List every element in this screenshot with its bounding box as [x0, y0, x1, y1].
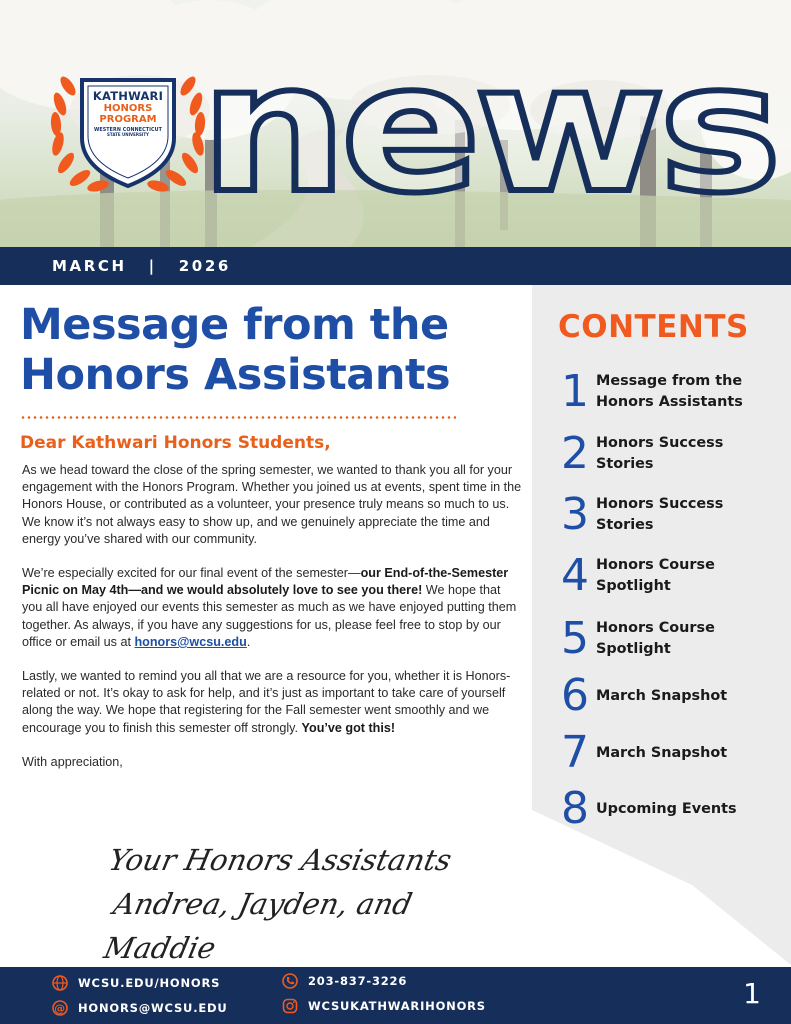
svg-text:news: news	[200, 40, 775, 230]
footer-email[interactable]: @ HONORS@WCSU.EDU	[52, 1000, 228, 1016]
date-separator: |	[148, 257, 157, 275]
honors-program-crest	[38, 68, 218, 198]
svg-text:@: @	[54, 1002, 66, 1015]
closing: With appreciation,	[22, 754, 123, 769]
footer	[0, 967, 791, 1024]
issue-year: 2026	[178, 257, 231, 275]
toc-number: 3	[561, 489, 589, 540]
footer-website[interactable]: WCSU.EDU/HONORS	[52, 975, 220, 991]
toc-number: 7	[561, 727, 589, 778]
paragraph-1: As we head toward the close of the spring semester, we wanted to thank you all for your engagement with the Honors Program. Whether you joined us at events, spent time in the Honors House, or contributed as a volunteer, your presence truly means so much to us. We know it’s not always easy to show up, and we genuinely appreciate the time and energy you’ve shared with our community.	[22, 463, 522, 546]
toc-item[interactable]	[554, 366, 784, 417]
footer-phone[interactable]: 203-837-3226	[282, 973, 407, 989]
dotted-divider	[20, 416, 456, 419]
signature: Your Honors Assistants Andrea, Jayden, and Maddie	[101, 843, 455, 965]
toc-item[interactable]	[554, 428, 784, 479]
crest-text: KATHWARI HONORS PROGRAM WESTERN CONNECTICUT STATE UNIVERSITY	[92, 89, 164, 137]
toc-label: Honors Success Stories	[596, 496, 724, 533]
contents-sidebar	[532, 285, 791, 970]
toc-item[interactable]	[554, 489, 784, 540]
article-body	[22, 462, 522, 788]
toc-label: Honors Course Spotlight	[596, 557, 715, 594]
greeting: Dear Kathwari Honors Students,	[20, 433, 331, 453]
toc-number: 4	[561, 550, 589, 601]
phone-icon	[282, 973, 298, 989]
header-photo	[0, 0, 791, 247]
page-number: 1	[743, 977, 761, 1010]
toc-label: March Snapshot	[596, 687, 728, 704]
email-link[interactable]: honors@wcsu.edu	[134, 634, 247, 649]
toc-label: Upcoming Events	[596, 800, 737, 817]
toc-number: 6	[561, 670, 589, 721]
toc-item[interactable]	[554, 670, 784, 721]
toc-item[interactable]	[554, 783, 784, 834]
contents-title: CONTENTS	[558, 309, 749, 345]
toc-label: March Snapshot	[596, 744, 728, 761]
toc-item[interactable]	[554, 613, 784, 664]
issue-month: MARCH	[52, 257, 127, 275]
issue-date-band	[0, 247, 791, 285]
paragraph-2: We’re especially excited for our final event of the semester—our End-of-the-Semester Picnic on May 4th—and we would absolutely love to see you there! We hope that you all have enjoyed our events this semester as much as we have enjoyed putting them together. As always, if you have any suggestions for us, please feel free to stop by our office or email us at honors@wcsu.edu.	[22, 566, 517, 649]
toc-number: 5	[561, 613, 589, 664]
toc-number: 8	[561, 783, 589, 834]
toc-label: Honors Success Stories	[596, 435, 724, 472]
instagram-icon	[282, 998, 298, 1014]
toc-item[interactable]	[554, 550, 784, 601]
globe-icon	[52, 975, 68, 991]
toc-label: Message from the Honors Assistants	[596, 373, 743, 410]
footer-instagram[interactable]: WCSUKATHWARIHONORS	[282, 998, 486, 1014]
toc-number: 2	[561, 428, 589, 479]
toc-label: Honors Course Spotlight	[596, 620, 715, 657]
toc-number: 1	[561, 366, 589, 417]
article-title: Message from the Honors Assistants	[20, 300, 451, 400]
toc-item[interactable]	[554, 727, 784, 778]
paragraph-3: Lastly, we wanted to remind you all that we are a resource for you, whether it is Honors-related or not. It’s okay to ask for help, and it’s just as important to take care of yourself along the way. We hope that registering for the Fall semester went smoothly and we encourage you to finish this semester off strongly. You’ve got this!	[22, 669, 511, 735]
news-wordmark	[200, 40, 780, 230]
at-sign-icon	[52, 1000, 68, 1016]
